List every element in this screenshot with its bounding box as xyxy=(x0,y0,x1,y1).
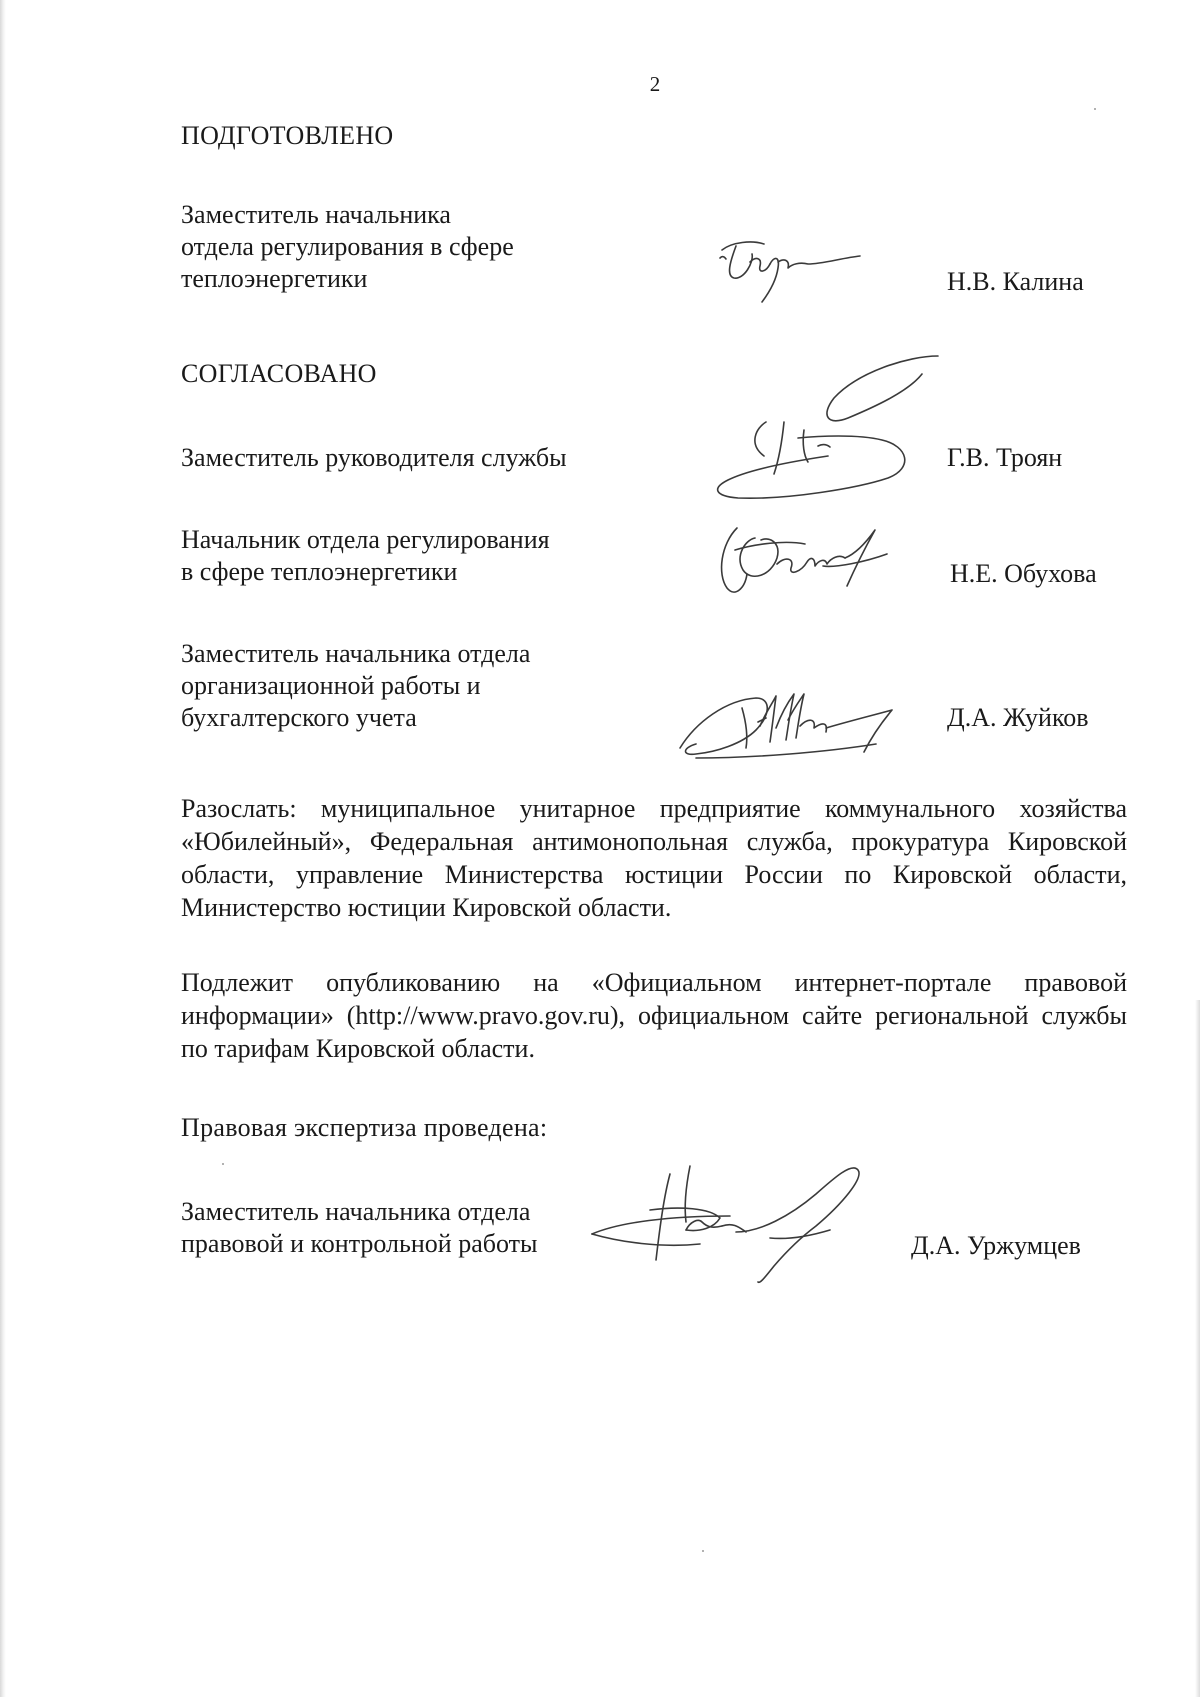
agreed-signer-2-signature xyxy=(715,514,895,609)
scan-speck xyxy=(702,1550,704,1552)
prepared-signer-name: Н.В. Калина xyxy=(947,267,1084,296)
agreed-signer-1-signature xyxy=(708,352,948,517)
scan-edge-left xyxy=(0,0,6,1697)
agreed-signer-1-name: Г.В. Троян xyxy=(947,443,1063,472)
agreed-signer-2-name: Н.Е. Обухова xyxy=(950,559,1097,588)
scan-speck xyxy=(1094,108,1096,110)
prepared-signer-position: Заместитель начальника отдела регулирования в сфере теплоэнергетики xyxy=(181,200,514,293)
legal-review-signer-name: Д.А. Уржумцев xyxy=(911,1231,1081,1260)
scan-speck xyxy=(222,1163,224,1165)
prepared-signature xyxy=(712,232,862,317)
prepared-heading: ПОДГОТОВЛЕНО xyxy=(181,121,394,150)
agreed-signer-1-position: Заместитель руководителя службы xyxy=(181,443,567,472)
publication-paragraph: Подлежит опубликованию на «Официальном интернет-портале правовой информации» (http://www.pravo.gov.ru), официальном сайте региональной службы по тарифам Кировской области. xyxy=(181,968,1127,1063)
agreed-heading: СОГЛАСОВАНО xyxy=(181,359,377,388)
legal-review-signer-position: Заместитель начальника отдела правовой и контрольной работы xyxy=(181,1197,538,1258)
agreed-signer-3-position: Заместитель начальника отдела организационной работы и бухгалтерского учета xyxy=(181,639,531,732)
legal-review-signature xyxy=(590,1156,900,1291)
page-number: 2 xyxy=(649,72,661,96)
agreed-signer-2-position: Начальник отдела регулирования в сфере теплоэнергетики xyxy=(181,525,550,586)
agreed-signer-3-signature xyxy=(676,682,906,767)
agreed-signer-3-name: Д.А. Жуйков xyxy=(947,703,1089,732)
scan-edge-right xyxy=(1195,1000,1200,1697)
distribution-paragraph: Разослать: муниципальное унитарное предприятие коммунального хозяйства «Юбилейный», Федеральная антимонопольная служба, прокуратура Кировской области, управление Министерства юстиции России по Кировской области, Министерство юстиции Кировской области. xyxy=(181,794,1127,922)
legal-review-heading: Правовая экспертиза проведена: xyxy=(181,1113,548,1142)
